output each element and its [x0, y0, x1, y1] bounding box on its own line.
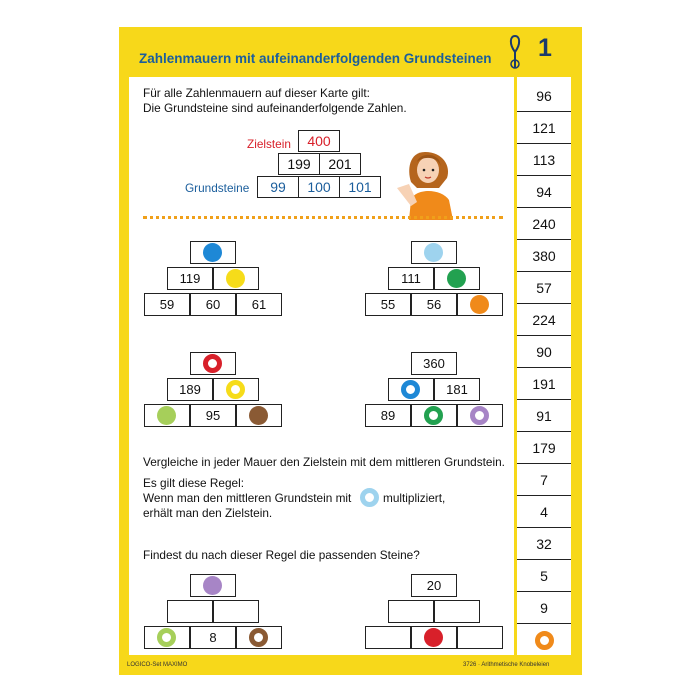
rule-line-1: Es gilt diese Regel: — [143, 476, 244, 490]
wall1-bottom-brick: 59 — [144, 293, 190, 316]
wall3-bottom-brick: 95 — [190, 404, 236, 427]
wall2-middle-brick: 111 — [388, 267, 434, 290]
example-middle-brick: 201 — [319, 153, 361, 175]
green-circle-icon — [447, 269, 466, 288]
wall5-middle-brick — [167, 600, 213, 623]
light-blue-ring-icon — [360, 488, 379, 507]
brown-ring-icon — [249, 628, 268, 647]
footer-right: 3726 · Arithmetische Knobeleien — [463, 662, 550, 668]
light-green-ring-icon — [157, 628, 176, 647]
yellow-circle-icon — [226, 269, 245, 288]
intro-line-1: Für alle Zahlenmauern auf dieser Karte gilt: — [143, 86, 370, 100]
paperclip-icon — [504, 34, 526, 70]
answer-cell: 94 — [517, 177, 571, 208]
compare-text: Vergleiche in jeder Mauer den Zielstein mit dem mittleren Grundstein. — [143, 455, 505, 469]
answer-cell: 96 — [517, 81, 571, 112]
example-bottom-brick: 99 — [257, 176, 299, 198]
section-divider — [143, 216, 503, 219]
wall6-top-brick: 20 — [411, 574, 457, 597]
wall4-middle-brick: 181 — [434, 378, 480, 401]
green-ring-icon — [424, 406, 443, 425]
answer-cell: 7 — [517, 465, 571, 496]
brown-circle-icon — [249, 406, 268, 425]
answer-cell: 113 — [517, 145, 571, 176]
card-number: 1 — [538, 34, 552, 62]
wall2-bottom-brick: 55 — [365, 293, 411, 316]
wall6-bottom-brick — [457, 626, 503, 649]
blue-ring-icon — [401, 380, 420, 399]
wall6-middle-brick — [434, 600, 480, 623]
wall6-bottom-brick — [365, 626, 411, 649]
answer-cell: 91 — [517, 401, 571, 432]
light-green-circle-icon — [157, 406, 176, 425]
answer-cell: 224 — [517, 305, 571, 336]
wall1-middle-brick: 119 — [167, 267, 213, 290]
answer-cell: 191 — [517, 369, 571, 400]
girl-illustration — [395, 148, 463, 220]
answer-cell: 90 — [517, 337, 571, 368]
wall4-bottom-brick: 89 — [365, 404, 411, 427]
answer-cell-orange — [517, 625, 571, 656]
wall5-middle-brick — [213, 600, 259, 623]
page-title: Zahlenmauern mit aufeinanderfolgenden Grundsteinen — [139, 51, 492, 66]
intro-line-2: Die Grundsteine sind aufeinanderfolgende Zahlen. — [143, 101, 407, 115]
answer-column — [517, 77, 571, 655]
answer-cell: 32 — [517, 529, 571, 560]
answer-cell: 240 — [517, 209, 571, 240]
light-blue-circle-icon — [424, 243, 443, 262]
wall4-top-brick: 360 — [411, 352, 457, 375]
answer-cell: 179 — [517, 433, 571, 464]
answer-cell: 121 — [517, 113, 571, 144]
question-text: Findest du nach dieser Regel die passenden Steine? — [143, 548, 420, 562]
rule-line-2b: multipliziert, — [383, 491, 446, 505]
answer-cell: 380 — [517, 241, 571, 272]
wall3-middle-brick: 189 — [167, 378, 213, 401]
footer-left: LOGICO-Set MAXIMO — [127, 662, 188, 668]
wall1-bottom-brick: 61 — [236, 293, 282, 316]
rule-line-2a: Wenn man den mittleren Grundstein mit — [143, 491, 352, 505]
red-ring-icon — [203, 354, 222, 373]
yellow-ring-icon — [226, 380, 245, 399]
answer-cell: 9 — [517, 593, 571, 624]
blue-circle-icon — [203, 243, 222, 262]
example-middle-brick: 199 — [278, 153, 320, 175]
answer-cell: 4 — [517, 497, 571, 528]
zielstein-label: Zielstein — [247, 137, 291, 151]
wall5-bottom-brick: 8 — [190, 626, 236, 649]
wall2-bottom-brick: 56 — [411, 293, 457, 316]
wall6-middle-brick — [388, 600, 434, 623]
orange-circle-icon — [470, 295, 489, 314]
answer-cell: 57 — [517, 273, 571, 304]
purple-circle-icon — [203, 576, 222, 595]
example-bottom-brick: 101 — [339, 176, 381, 198]
answer-cell: 5 — [517, 561, 571, 592]
red-circle-icon — [424, 628, 443, 647]
wall1-bottom-brick: 60 — [190, 293, 236, 316]
orange-ring-icon — [535, 631, 554, 650]
grundsteine-label: Grundsteine — [185, 181, 250, 195]
example-bottom-brick: 100 — [298, 176, 340, 198]
example-top-brick: 400 — [298, 130, 340, 152]
purple-ring-icon — [470, 406, 489, 425]
rule-line-3: erhält man den Zielstein. — [143, 506, 273, 520]
